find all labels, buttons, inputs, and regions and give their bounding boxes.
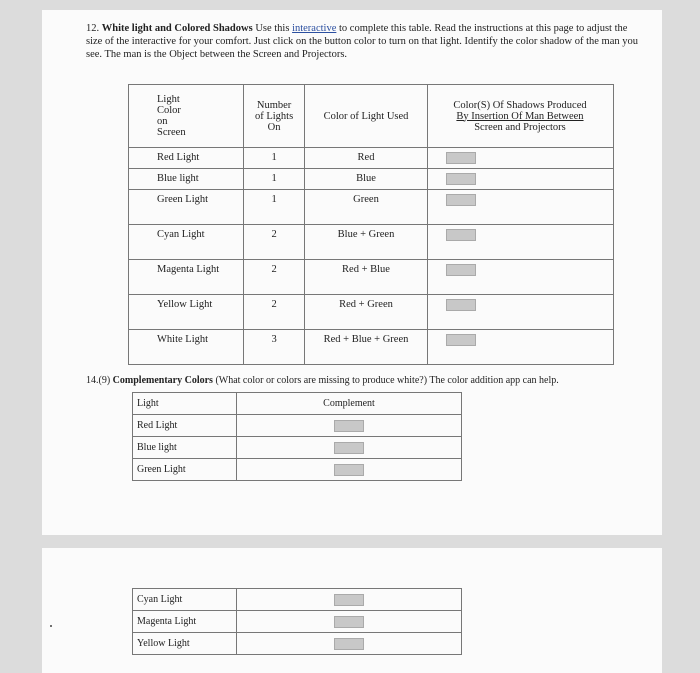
number-cell: 3 <box>244 330 305 365</box>
complement-answer-cell[interactable] <box>237 437 462 459</box>
question-number: 12. <box>86 23 100 34</box>
shadow-answer-cell[interactable] <box>427 148 613 169</box>
worksheet-page-1 <box>42 10 662 535</box>
question-text: Use this <box>255 23 290 34</box>
question-text: to complete this table. Read the instructions at this page to adjust the size of the interactive for your comfort. Just click on the button color to turn on that light. Identify the color shadow of the man you see. The man is the Object between the Screen and Projectors. <box>86 23 638 60</box>
header-text: By Insertion Of Man Between <box>456 110 584 122</box>
answer-box[interactable] <box>334 638 364 650</box>
light-cell: Cyan Light <box>133 589 237 611</box>
light-cell: Magenta Light <box>133 611 237 633</box>
complement-answer-cell[interactable] <box>237 415 462 437</box>
number-cell: 2 <box>244 225 305 260</box>
shadow-answer-cell[interactable] <box>427 169 613 190</box>
table-row <box>129 225 614 260</box>
light-cell: Red Light <box>129 148 244 169</box>
header-complement: Complement <box>237 393 462 415</box>
answer-box[interactable] <box>446 194 476 206</box>
answer-box[interactable] <box>334 420 364 432</box>
question-title: Complementary Colors <box>112 375 213 386</box>
table-row <box>129 148 614 169</box>
header-text: Screen <box>157 127 186 138</box>
question-14 <box>86 375 559 386</box>
question-number: 14.(9) <box>86 375 111 386</box>
shadow-answer-cell[interactable] <box>427 190 613 225</box>
answer-box[interactable] <box>334 442 364 454</box>
answer-box[interactable] <box>334 464 364 476</box>
colored-shadows-table <box>128 84 614 365</box>
color-used-cell: Red + Green <box>305 295 428 330</box>
complementary-colors-table <box>132 392 462 481</box>
complement-answer-cell[interactable] <box>237 459 462 481</box>
color-used-cell: Red <box>305 148 428 169</box>
light-cell: Green Light <box>129 190 244 225</box>
table-row <box>129 169 614 190</box>
header-light: Light <box>133 393 237 415</box>
light-cell: Green Light <box>133 459 237 481</box>
light-cell: Blue light <box>129 169 244 190</box>
table-row <box>129 295 614 330</box>
answer-box[interactable] <box>446 229 476 241</box>
header-number-of-lights <box>244 85 305 148</box>
table-row <box>129 190 614 225</box>
number-cell: 2 <box>244 295 305 330</box>
number-cell: 1 <box>244 190 305 225</box>
light-cell: White Light <box>129 330 244 365</box>
light-cell: Red Light <box>133 415 237 437</box>
worksheet-page-2 <box>42 548 662 673</box>
header-text: Light <box>157 94 180 105</box>
light-cell: Yellow Light <box>133 633 237 655</box>
header-color-used: Color of Light Used <box>305 85 428 148</box>
shadow-answer-cell[interactable] <box>427 260 613 295</box>
table-row <box>133 611 462 633</box>
color-used-cell: Green <box>305 190 428 225</box>
header-text: Screen and Projectors <box>474 121 566 133</box>
shadow-answer-cell[interactable] <box>427 295 613 330</box>
color-used-cell: Red + Blue + Green <box>305 330 428 365</box>
number-cell: 1 <box>244 169 305 190</box>
answer-box[interactable] <box>446 152 476 164</box>
shadow-answer-cell[interactable] <box>427 330 613 365</box>
color-used-cell: Red + Blue <box>305 260 428 295</box>
header-text: Number <box>256 99 292 111</box>
table-row <box>133 459 462 481</box>
answer-box[interactable] <box>446 334 476 346</box>
table-header-row <box>129 85 614 148</box>
table-header-row <box>133 393 462 415</box>
table-row <box>129 260 614 295</box>
question-title: White light and Colored Shadows <box>101 23 253 34</box>
header-text: Color(S) Of Shadows Produced <box>453 99 587 111</box>
table-row <box>133 437 462 459</box>
complementary-colors-table-continued <box>132 588 462 655</box>
header-text: of Lights <box>254 110 294 122</box>
header-light-color <box>129 85 244 148</box>
header-text: on <box>157 116 168 127</box>
table-row <box>129 330 614 365</box>
light-cell: Magenta Light <box>129 260 244 295</box>
color-used-cell: Blue <box>305 169 428 190</box>
table-row <box>133 589 462 611</box>
answer-box[interactable] <box>446 264 476 276</box>
table-row <box>133 633 462 655</box>
light-cell: Cyan Light <box>129 225 244 260</box>
answer-box[interactable] <box>334 594 364 606</box>
number-cell: 1 <box>244 148 305 169</box>
light-cell: Yellow Light <box>129 295 244 330</box>
complement-answer-cell[interactable] <box>237 589 462 611</box>
shadow-answer-cell[interactable] <box>427 225 613 260</box>
complement-answer-cell[interactable] <box>237 611 462 633</box>
table-row <box>133 415 462 437</box>
complement-answer-cell[interactable] <box>237 633 462 655</box>
bullet-dot <box>50 625 52 627</box>
light-cell: Blue light <box>133 437 237 459</box>
header-text: Color <box>157 105 181 116</box>
number-cell: 2 <box>244 260 305 295</box>
interactive-link[interactable]: interactive <box>292 23 337 34</box>
header-text: On <box>267 121 281 133</box>
answer-box[interactable] <box>446 299 476 311</box>
answer-box[interactable] <box>334 616 364 628</box>
question-text: (What color or colors are missing to produce white?) The color addition app can help. <box>215 375 559 386</box>
header-shadows <box>427 85 613 148</box>
question-12 <box>86 22 646 61</box>
color-used-cell: Blue + Green <box>305 225 428 260</box>
answer-box[interactable] <box>446 173 476 185</box>
